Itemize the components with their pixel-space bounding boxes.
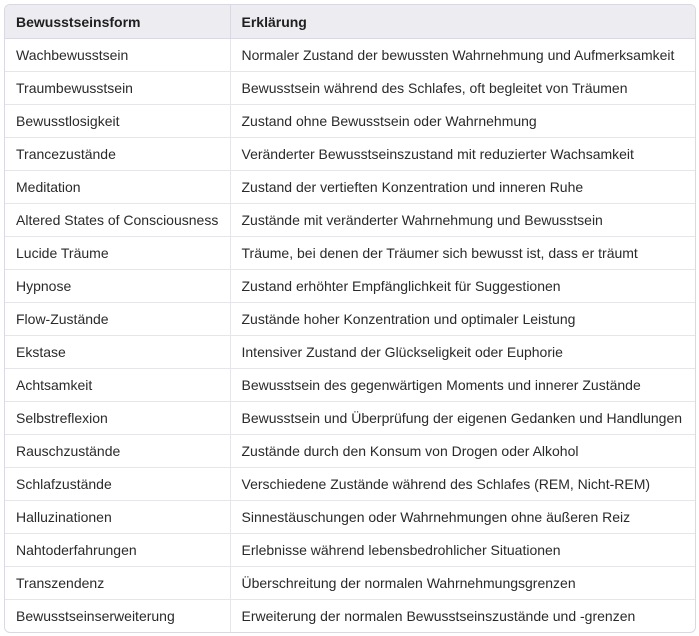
cell-explanation: Zustände durch den Konsum von Drogen oder Alkohol — [230, 435, 695, 468]
cell-form: Schlafzustände — [5, 468, 230, 501]
cell-explanation: Zustand ohne Bewusstsein oder Wahrnehmung — [230, 105, 695, 138]
cell-explanation: Erweiterung der normalen Bewusstseinszustände und -grenzen — [230, 600, 695, 633]
cell-form: Bewusstlosigkeit — [5, 105, 230, 138]
table-row — [5, 336, 695, 369]
cell-explanation: Träume, bei denen der Träumer sich bewusst ist, dass er träumt — [230, 237, 695, 270]
consciousness-table — [5, 5, 695, 632]
table-row — [5, 567, 695, 600]
table-row — [5, 369, 695, 402]
table-header — [5, 5, 695, 39]
cell-form: Wachbewusstsein — [16, 47, 129, 63]
consciousness-table-container — [4, 4, 696, 633]
column-header-explanation: Erklärung — [230, 5, 695, 39]
cell-explanation: Normaler Zustand der bewussten Wahrnehmung und Aufmerksamkeit — [230, 39, 695, 72]
table-row — [5, 138, 695, 171]
cell-form: Lucide Träume — [5, 237, 230, 270]
table-row — [5, 468, 695, 501]
cell-form: Nahtoderfahrungen — [5, 534, 230, 567]
table-row — [5, 72, 695, 105]
cell-explanation: Zustand der vertieften Konzentration und inneren Ruhe — [230, 171, 695, 204]
cell-explanation: Bewusstsein während des Schlafes, oft begleitet von Träumen — [230, 72, 695, 105]
table-row — [5, 402, 695, 435]
table-row — [5, 501, 695, 534]
cell-explanation: Zustände mit veränderter Wahrnehmung und Bewusstsein — [230, 204, 695, 237]
cell-form: Achtsamkeit — [5, 369, 230, 402]
cell-form: Halluzinationen — [5, 501, 230, 534]
cell-form: Selbstreflexion — [5, 402, 230, 435]
cell-form: Rauschzustände — [5, 435, 230, 468]
cell-explanation: Zustände hoher Konzentration und optimaler Leistung — [230, 303, 695, 336]
table-row — [5, 237, 695, 270]
column-header-form: Bewusstseinsform — [5, 5, 230, 39]
cell-form: Hypnose — [5, 270, 230, 303]
cell-explanation: Sinnestäuschungen oder Wahrnehmungen ohne äußeren Reiz — [230, 501, 695, 534]
table-row — [5, 534, 695, 567]
cell-form: Flow-Zustände — [5, 303, 230, 336]
cell-explanation: Erlebnisse während lebensbedrohlicher Situationen — [230, 534, 695, 567]
cell-form: Ekstase — [5, 336, 230, 369]
cell-explanation: Veränderter Bewusstseinszustand mit reduzierter Wachsamkeit — [230, 138, 695, 171]
cell-form: Altered States of Consciousness — [5, 204, 230, 237]
cell-form: Transzendenz — [5, 567, 230, 600]
table-row — [5, 204, 695, 237]
table-row — [5, 435, 695, 468]
table-row — [5, 39, 695, 72]
table-row — [5, 600, 695, 633]
header-row — [5, 5, 695, 39]
table-body — [5, 39, 695, 633]
cell-explanation: Verschiedene Zustände während des Schlafes (REM, Nicht-REM) — [230, 468, 695, 501]
table-row — [5, 105, 695, 138]
cell-explanation: Zustand erhöhter Empfänglichkeit für Suggestionen — [230, 270, 695, 303]
cell-form: Trancezustände — [5, 138, 230, 171]
cell-explanation: Bewusstsein des gegenwärtigen Moments und innerer Zustände — [230, 369, 695, 402]
cell-explanation: Bewusstsein und Überprüfung der eigenen Gedanken und Handlungen — [230, 402, 695, 435]
cell-form: Traumbewusstsein — [5, 72, 230, 105]
cell-form: Bewusstseinserweiterung — [5, 600, 230, 633]
table-row — [5, 171, 695, 204]
table-row — [5, 303, 695, 336]
cell-form: Meditation — [5, 171, 230, 204]
table-row — [5, 270, 695, 303]
cell-explanation: Überschreitung der normalen Wahrnehmungsgrenzen — [230, 567, 695, 600]
cell-explanation: Intensiver Zustand der Glückseligkeit oder Euphorie — [230, 336, 695, 369]
